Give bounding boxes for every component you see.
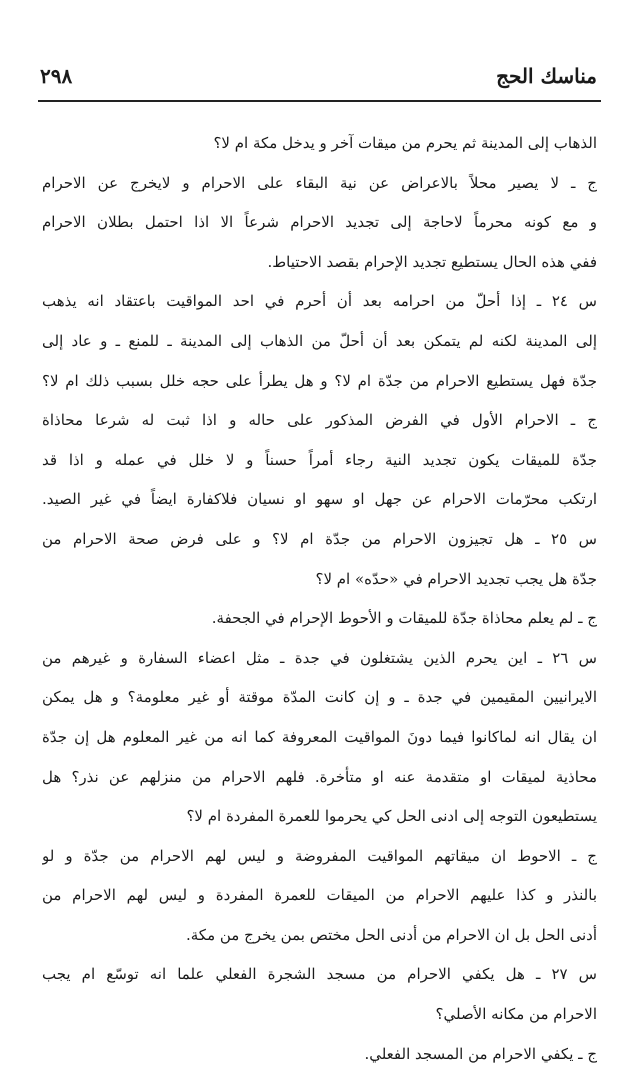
text-line: ارتكب محرّمات الاحرام عن جهل او سهو او نسيان فلاكفارة ايضاً في غير الصيد. [42, 490, 597, 509]
text-line: ج ـ الاحرام الأول في الفرض المذكور على حاله و اذا ثبت له شرعا محاذاة [42, 411, 597, 430]
running-title: مناسك الحج [496, 64, 597, 88]
text-line: ج ـ لم يعلم محاذاة جدّة للميقات و الأحوط الإحرام في الجحفة. [211, 609, 597, 628]
text-line: س ٢٦ ـ اين يحرم الذين يشتغلون في جدة ـ مثل اعضاء السفارة و غيرهم من [42, 648, 597, 667]
text-line: جدّة فهل يستطيع الاحرام من جدّة ام لا؟ و هل يطرأ على حجه خلل بسبب ذلك ام لا؟ [42, 371, 597, 390]
text-line: الايرانيين المقيمين في جدة ـ و إن كانت المدّة موقتة أو غير معلومة؟ و هل يمكن [42, 688, 597, 707]
text-line: ان يقال انه لماكانوا فيما دونَ المواقيت المعروفة كما انه من غير المعلوم هل إن جدّة [42, 727, 597, 746]
text-line: جدّة للميقات يكون تجديد النية رجاء أمراً حسناً و لا خلل في عمله و اذا قد [42, 450, 597, 469]
text-line: الاحرام من مكانه الأصلي؟ [435, 1005, 597, 1024]
text-line: الذهاب إلى المدينة ثم يحرم من ميقات آخر و يدخل مكة ام لا؟ [213, 134, 597, 152]
body-text [42, 124, 597, 1074]
text-line: س ٢٥ ـ هل تجيزون الاحرام من جدّة ام لا؟ و على فرض صحة الاحرام من [42, 529, 597, 548]
text-line: س ٢٤ ـ إذا أحلّ من احرامه بعد أن أحرم في احد المواقيت باعتقاد انه يذهب [42, 292, 597, 311]
text-line: محاذية لميقات او متقدمة عنه او متأخرة. فلهم الاحرام من منزلهم عن نذر؟ هل [42, 767, 597, 786]
text-line: ج ـ لا يصير محلاً بالاعراض عن نية البقاء على الاحرام و لايخرج عن الاحرام [42, 173, 597, 192]
text-line: جدّة هل يجب تجديد الاحرام في «حدّه» ام لا؟ [315, 569, 597, 588]
text-line: و مع كونه محرماً لاحاجة إلى تجديد الاحرام شرعاً الا اذا احتمل بطلان الاحرام [42, 213, 597, 232]
text-line: ج ـ يكفي الاحرام من المسجد الفعلي. [364, 1044, 597, 1063]
header-rule [38, 100, 601, 102]
text-line: يستطيعون التوجه إلى ادنى الحل كي يحرموا للعمرة المفردة ام لا؟ [186, 807, 597, 826]
page-number: ٢٩٨ [40, 64, 73, 88]
text-line: إلى المدينة لكنه لم يتمكن بعد أن أحلّ من الذهاب إلى المدينة ـ للمنع ـ و عاد إلى [42, 331, 597, 350]
text-line: ففي هذه الحال يستطيع تجديد الإحرام بقصد الاحتياط. [267, 252, 597, 271]
text-line: أدنى الحل بل ان الاحرام من أدنى الحل مختص بمن يخرج من مكة. [185, 925, 597, 944]
page-header [40, 64, 597, 94]
text-line: ج ـ الاحوط ان ميقاتهم المواقيت المفروضة و ليس لهم الاحرام من جدّة و لو [42, 846, 597, 865]
text-line: بالنذر و كذا عليهم الاحرام من الميقات للعمرة المفردة و ليس لهم الاحرام من [42, 886, 597, 905]
text-line: س ٢٧ ـ هل يكفي الاحرام من مسجد الشجرة الفعلي علما انه توسّع ام يجب [42, 965, 597, 984]
